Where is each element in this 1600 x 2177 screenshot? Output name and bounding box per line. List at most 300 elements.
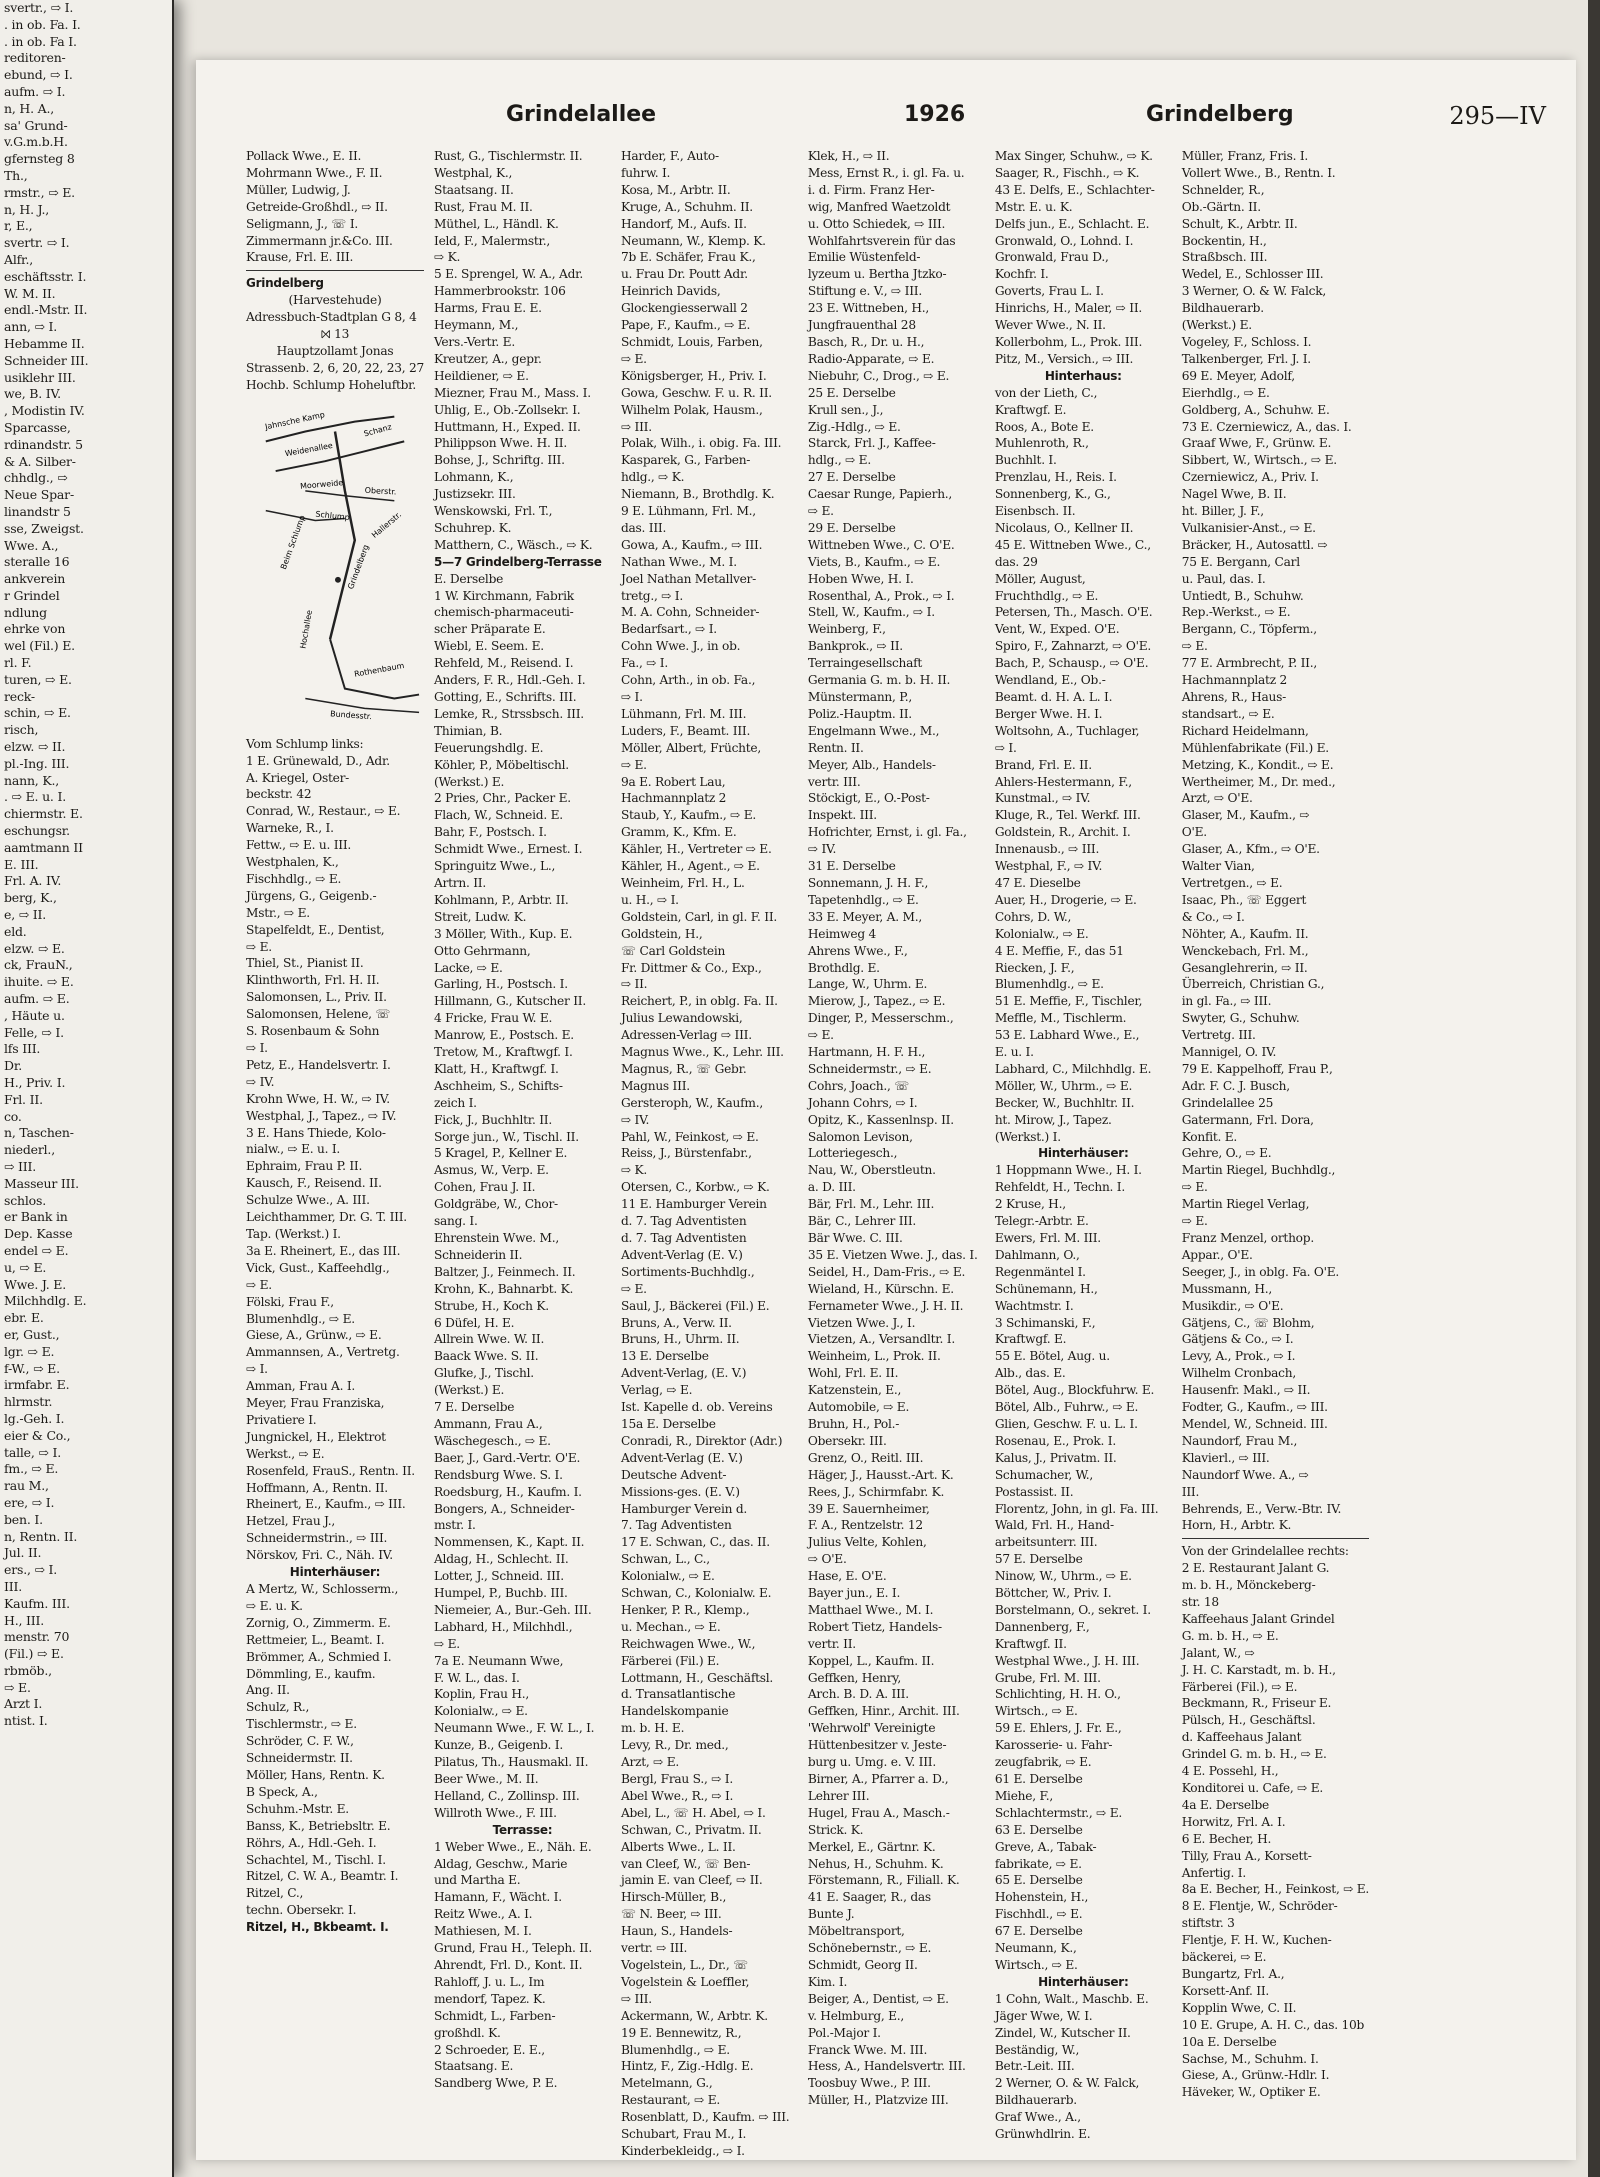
directory-entry: Humpel, P., Buchb. III. xyxy=(434,1586,568,1601)
directory-entry: Telegr.-Arbtr. E. xyxy=(994,1214,1089,1229)
directory-entry: 35 E. Vietzen Wwe. J., das. I. xyxy=(807,1247,978,1262)
directory-entry: Rahloff, J. u. L., Im xyxy=(434,1974,545,1989)
directory-entry: Nöhter, A., Kaufm. II. xyxy=(1181,926,1309,941)
directory-entry: Hamburger Verein d. xyxy=(620,1501,748,1516)
directory-entry: scher Präparate E. xyxy=(434,622,546,637)
directory-entry: zeich I. xyxy=(434,1095,477,1110)
gutter-line: elzw. ⇨ II. xyxy=(4,739,66,755)
directory-entry: 2 Kruse, H., xyxy=(994,1197,1066,1212)
directory-entry: Grindel G. m. b. H., ⇨ E. xyxy=(1181,1747,1327,1762)
directory-entry: Pilatus, Th., Hausmakl. II. xyxy=(434,1755,589,1770)
gutter-line: linandstr 5 xyxy=(4,503,71,519)
directory-entry: Kolonialw., ⇨ E. xyxy=(620,1569,715,1584)
directory-entry: Tischlermstr., ⇨ E. xyxy=(246,1717,357,1732)
directory-entry: Schwan, L., C., xyxy=(620,1552,710,1567)
directory-entry: ht. Mirow, J., Tapez. xyxy=(994,1112,1112,1127)
directory-entry: Nehus, H., Schuhm. K. xyxy=(807,1856,944,1871)
directory-entry: Schneidermstr., ⇨ E. xyxy=(807,1061,932,1076)
directory-entry: Köhler, P., Möbeltischl. xyxy=(434,757,569,772)
directory-entry: 10a E. Derselbe xyxy=(1181,2034,1277,2049)
directory-entry: Arzt, ⇨ E. xyxy=(620,1755,679,1770)
directory-entry: A Mertz, W., Schlosserm., xyxy=(246,1582,399,1596)
gutter-line: n, Taschen- xyxy=(4,1125,74,1141)
directory-entry: Bunte J. xyxy=(807,1907,855,1922)
directory-entry: Basch, R., Dr. u. H., xyxy=(807,334,925,349)
directory-entry: 4 E. Possehl, H., xyxy=(1181,1764,1279,1779)
directory-entry: Borstelmann, O., sekret. I. xyxy=(994,1602,1151,1617)
directory-entry: 27 E. Derselbe xyxy=(807,470,896,485)
directory-entry: Vogelstein, L., Dr., ☏ xyxy=(620,1957,749,1972)
directory-entry: Schumacher, W., xyxy=(994,1467,1094,1482)
directory-entry: Pape, F., Kaufm., ⇨ E. xyxy=(620,318,751,333)
directory-entry: Schünemann, H., xyxy=(994,1281,1098,1296)
directory-entry: Warneke, R., I. xyxy=(246,821,334,836)
gutter-line: e, ⇨ II. xyxy=(4,907,47,923)
directory-entry: 53 E. Labhard Wwe., E., xyxy=(994,1028,1140,1043)
directory-entry: Niemann, B., Brothdlg. K. xyxy=(620,487,775,502)
directory-entry: Vogeley, F., Schloss. I. xyxy=(1181,334,1312,349)
directory-entry: Westphal, F., ⇨ IV. xyxy=(994,859,1103,874)
directory-entry: Geffken, Hinr., Archit. III. xyxy=(807,1704,960,1719)
directory-entry: Philippson Wwe. H. II. xyxy=(434,436,567,451)
directory-entry: Mstr., ⇨ E. xyxy=(246,905,310,920)
directory-entry: ⇨ II. xyxy=(620,977,648,992)
directory-entry: Ahrens, R., Haus- xyxy=(1181,690,1286,704)
directory-entry: Vent, W., Exped. O'E. xyxy=(994,622,1120,637)
book-edge xyxy=(1588,0,1600,2177)
directory-entry: Bergl, Frau S., ⇨ I. xyxy=(620,1772,733,1786)
directory-entry: Blumenhdlg., ⇨ E. xyxy=(994,977,1104,992)
directory-entry: ☏ Carl Goldstein xyxy=(620,943,726,958)
directory-entry: Meyer, Frau Franziska, xyxy=(246,1396,385,1411)
directory-entry: Nathan Wwe., M. I. xyxy=(620,554,737,569)
directory-entry: d. 7. Tag Adventisten xyxy=(620,1214,747,1229)
directory-entry: Schubart, Frau M., I. xyxy=(620,2127,747,2142)
directory-entry: Gätjens, C., ☏ Blohm, xyxy=(1181,1315,1315,1330)
directory-entry: m. b. H., Mönckeberg- xyxy=(1181,1578,1316,1593)
directory-entry: mstr. I. xyxy=(434,1518,476,1533)
directory-entry: Konfit. E. xyxy=(1181,1129,1238,1144)
directory-entry: u. Otto Schiedek, ⇨ III. xyxy=(807,216,946,231)
gutter-line: fm., ⇨ E. xyxy=(4,1461,59,1477)
directory-entry: vertr. III. xyxy=(807,774,861,789)
directory-column-3 xyxy=(621,148,798,2160)
directory-entry: Bär Wwe. C. III. xyxy=(807,1231,903,1245)
directory-entry: Wachtmstr. I. xyxy=(994,1298,1074,1313)
gutter-line: ck, FrauN., xyxy=(4,957,73,973)
directory-entry: Aldag, Geschw., Marie xyxy=(434,1856,568,1871)
directory-entry: Wilhelm Cronbach, xyxy=(1181,1366,1296,1381)
directory-entry: ⇨ E. xyxy=(1181,1214,1208,1229)
directory-entry: beckstr. 42 xyxy=(246,787,312,802)
directory-entry: Toosbuy Wwe., P. III. xyxy=(807,2076,931,2091)
directory-entry: Pahl, W., Feinkost, ⇨ E. xyxy=(620,1129,759,1144)
directory-entry: Dömmling, E., kaufm. xyxy=(246,1666,376,1681)
directory-entry: 45 E. Wittneben Wwe., C., xyxy=(994,537,1151,552)
directory-entry: van Cleef, W., ☏ Ben- xyxy=(620,1856,751,1871)
directory-entry: Müller, Franz, Fris. I. xyxy=(1181,149,1309,163)
gutter-line: steralle 16 xyxy=(4,554,70,570)
directory-entry: Anfertig. I. xyxy=(1181,1865,1246,1880)
directory-entry: Delfs jun., E., Schlacht. E. xyxy=(994,216,1150,231)
gutter-line: menstr. 70 xyxy=(4,1629,70,1645)
directory-entry: Beiger, A., Dentist, ⇨ E. xyxy=(807,1991,949,2006)
gutter-line: eschungsr. xyxy=(4,823,70,839)
directory-entry: 2 Schroeder, E. E., xyxy=(434,2042,545,2057)
directory-entry: 3 Werner, O. & W. Falck, xyxy=(1181,284,1327,299)
directory-entry: Greve, A., Tabak- xyxy=(994,1839,1097,1854)
directory-entry: Jürgens, G., Geigenb.- xyxy=(246,888,377,903)
directory-entry: (Werkst.) E. xyxy=(434,1383,505,1398)
directory-entry: Gersteroph, W., Kaufm., xyxy=(620,1095,763,1110)
directory-entry: Becker, W., Buchhltr. II. xyxy=(994,1095,1135,1110)
directory-entry: Hugel, Frau A., Masch.- xyxy=(807,1805,950,1820)
directory-entry: von der Lieth, C., xyxy=(994,385,1098,400)
directory-entry: Miezner, Frau M., Mass. I. xyxy=(434,385,591,400)
directory-entry: bäckerei, ⇨ E. xyxy=(1181,1950,1267,1965)
directory-entry: Lotteriegesch., xyxy=(807,1146,898,1161)
directory-entry: Vick, Gust., Kaffeehdlg., xyxy=(246,1260,390,1275)
directory-entry: Matthael Wwe., M. I. xyxy=(807,1602,934,1617)
directory-entry: Bötel, Aug., Blockfuhrw. E. xyxy=(994,1383,1155,1398)
directory-entry: S. Rosenbaum & Sohn xyxy=(246,1024,380,1039)
directory-entry: Kinderbekleidg., ⇨ I. xyxy=(620,2143,745,2158)
directory-entry: Graaf Wwe, F., Grünw. E. xyxy=(1181,436,1332,451)
directory-entry: ⇨ E. xyxy=(620,1281,647,1296)
gutter-line: ankverein xyxy=(4,571,66,587)
directory-entry: m. b. H. E. xyxy=(620,1721,685,1736)
gutter-line: rmstr., ⇨ E. xyxy=(4,184,75,200)
directory-entry: Zornig, O., Zimmerm. E. xyxy=(246,1615,391,1630)
directory-entry: Lehrer III. xyxy=(807,1788,870,1803)
directory-entry: stiftstr. 3 xyxy=(1181,1916,1235,1931)
directory-entry: Schmidt, L., Farben- xyxy=(434,2008,556,2023)
directory-entry: Kalus, J., Privatm. II. xyxy=(994,1450,1117,1465)
directory-entry: Ritzel, C., xyxy=(246,1886,304,1901)
directory-entry: Swyter, G., Schuhw. xyxy=(1181,1011,1300,1026)
gutter-line: ann, ⇨ I. xyxy=(4,319,58,335)
directory-entry: 41 E. Saager, R., das xyxy=(807,1890,931,1905)
directory-entry: hdlg., ⇨ K. xyxy=(620,470,685,485)
directory-entry: Gronwald, O., Lohnd. I. xyxy=(994,233,1134,248)
directory-entry: Harder, F., Auto- xyxy=(620,149,719,163)
directory-entry: 7b E. Schäfer, Frau K., xyxy=(620,250,756,265)
directory-entry: Lemke, R., Strssbsch. III. xyxy=(434,706,584,721)
directory-entry: Krohn Wwe, H. W., ⇨ IV. xyxy=(246,1091,390,1106)
gutter-line: , Modistin IV. xyxy=(4,403,85,419)
directory-entry: Ahrendt, Frl. D., Kont. II. xyxy=(434,1957,583,1972)
gutter-line: Frl. II. xyxy=(4,1091,43,1107)
directory-entry: Kraftwgf. II. xyxy=(994,1636,1067,1651)
directory-entry: Johann Cohrs, ⇨ I. xyxy=(807,1095,918,1110)
directory-entry: ⇨ E. xyxy=(620,351,647,366)
gutter-line: er, Gust., xyxy=(4,1326,60,1342)
directory-entry: Neumann Wwe., F. W. L., I. xyxy=(434,1721,595,1736)
directory-entry: Sorge jun., W., Tischl. II. xyxy=(434,1129,579,1144)
directory-entry: Kausch, F., Reisend. II. xyxy=(246,1176,382,1191)
directory-entry: Hüttenbesitzer v. Jeste- xyxy=(807,1738,947,1753)
directory-entry: O'E. xyxy=(1181,825,1207,840)
gutter-line: reditoren- xyxy=(4,50,66,66)
directory-entry: nialw., ⇨ E. u. I. xyxy=(246,1142,341,1157)
directory-entry: Vertretg. III. xyxy=(1181,1028,1256,1043)
gutter-line: elzw. ⇨ E. xyxy=(4,940,65,956)
directory-entry: Schlachtermstr., ⇨ E. xyxy=(994,1805,1123,1820)
directory-entry: Wirtsch., ⇨ E. xyxy=(994,1957,1078,1972)
directory-entry: E. Derselbe xyxy=(434,571,504,586)
directory-entry: Förstemann, R., Filiall. K. xyxy=(807,1873,960,1888)
directory-entry: Sonnemann, J. H. F., xyxy=(807,875,929,890)
directory-entry: Gehre, O., ⇨ E. xyxy=(1181,1146,1272,1161)
directory-entry: Mathiesen, M. I. xyxy=(434,1924,532,1939)
directory-entry: ⇨ E. xyxy=(246,939,272,954)
directory-entry: Opitz, K., Kassenlnsp. II. xyxy=(807,1112,954,1127)
directory-entry: Arch. B. D. A. III. xyxy=(807,1687,909,1702)
directory-entry: Regenmäntel I. xyxy=(994,1264,1086,1279)
directory-entry: & Co., ⇨ I. xyxy=(1181,909,1245,924)
directory-entry: Joel Nathan Metallver- xyxy=(620,571,757,586)
directory-entry: Hoffmann, A., Rentn. II. xyxy=(246,1480,388,1495)
directory-entry: Rust, Frau M. II. xyxy=(434,199,533,214)
map-street-label: Rothenbaum xyxy=(353,660,405,679)
directory-entry: Hauptzollamt Jonas xyxy=(276,343,394,358)
directory-entry: 7. Tag Adventisten xyxy=(620,1518,732,1533)
directory-entry: Klavierl., ⇨ III. xyxy=(1181,1450,1270,1465)
directory-entry: Advent-Verlag, (E. V.) xyxy=(620,1366,747,1381)
directory-entry: Wenckebach, Frl. M., xyxy=(1181,943,1309,958)
directory-entry: Salomon Levison, xyxy=(807,1129,913,1144)
directory-entry: 1 Hoppmann Wwe., H. I. xyxy=(994,1163,1142,1178)
directory-entry: standsart., ⇨ E. xyxy=(1181,706,1275,721)
gutter-line: co. xyxy=(4,1108,22,1124)
gutter-line: schin, ⇨ E. xyxy=(4,705,71,721)
directory-entry: Schuhm.-Mstr. E. xyxy=(246,1801,349,1816)
directory-entry: Rendsburg Wwe. S. I. xyxy=(434,1467,563,1482)
directory-entry: Rust, G., Tischlermstr. II. xyxy=(434,149,583,163)
gutter-line: hlrmstr. xyxy=(4,1394,53,1410)
directory-entry: Glockengiesserwall 2 xyxy=(620,301,748,316)
directory-entry: Harms, Frau E. E. xyxy=(434,301,542,316)
gutter-line: ⇨ III. xyxy=(4,1158,37,1174)
directory-entry: Ninow, W., Uhrm., ⇨ E. xyxy=(994,1569,1132,1584)
gutter-line: & A. Silber- xyxy=(4,453,76,469)
directory-entry: u. Frau Dr. Poutt Adr. xyxy=(620,267,748,282)
directory-entry: 57 E. Derselbe xyxy=(994,1552,1083,1567)
directory-entry: u. Mechan., ⇨ E. xyxy=(620,1619,721,1634)
directory-entry: Karosserie- u. Fahr- xyxy=(994,1738,1113,1753)
directory-entry: Wilhelm Polak, Hausm., xyxy=(620,402,763,417)
section-heading: Ritzel, H., Bkbeamt. I. xyxy=(246,1920,389,1935)
directory-entry: Schmidt Wwe., Ernest. I. xyxy=(434,842,583,857)
directory-entry: Auer, H., Drogerie, ⇨ E. xyxy=(994,892,1137,907)
directory-entry: ⇨ I. xyxy=(246,1041,268,1055)
directory-entry: Amman, Frau A. I. xyxy=(246,1379,356,1394)
gutter-line: chiermstr. E. xyxy=(4,806,83,822)
directory-entry: Heinrich Davids, xyxy=(620,284,721,299)
directory-entry: Naundorf Wwe. A., ⇨ xyxy=(1181,1467,1309,1482)
directory-entry: Beständig, W., xyxy=(994,2042,1080,2057)
directory-entry: ⇨ IV. xyxy=(246,1074,275,1089)
directory-entry: Blumenhdlg., ⇨ E. xyxy=(620,2042,730,2057)
directory-entry: Mussmann, H., xyxy=(1181,1281,1272,1296)
directory-entry: Innenausb., ⇨ III. xyxy=(994,842,1100,857)
section-heading: Hinterhaus: xyxy=(1044,368,1122,383)
gutter-line: endl.-Mstr. II. xyxy=(4,302,88,318)
directory-entry: Klatt, H., Kraftwgf. I. xyxy=(434,1061,559,1076)
gutter-line: endel ⇨ E. xyxy=(4,1242,69,1258)
directory-entry: Bräcker, H., Autosattl. ⇨ xyxy=(1181,537,1328,552)
directory-entry: Werkst., ⇨ E. xyxy=(246,1446,325,1461)
directory-entry: u. Paul, das. I. xyxy=(1181,571,1266,586)
directory-entry: Otto Gehrmann, xyxy=(434,943,531,958)
directory-entry: Gowa, A., Kaufm., ⇨ III. xyxy=(620,537,763,552)
gutter-line: rbmöb., xyxy=(4,1662,52,1678)
directory-entry: Asmus, W., Verp. E. xyxy=(434,1163,549,1178)
directory-entry: Bär, Frl. M., Lehr. III. xyxy=(807,1197,935,1212)
directory-entry: Kraftwgf. E. xyxy=(994,402,1067,417)
directory-entry: Eierhdlg., ⇨ E. xyxy=(1181,385,1270,400)
gutter-line: svertr., ⇨ I. xyxy=(4,0,74,15)
directory-entry: Advent-Verlag (E. V.) xyxy=(620,1247,743,1262)
directory-entry: ⇨ I. xyxy=(620,690,643,704)
directory-entry: Berger Wwe. H. I. xyxy=(994,706,1103,721)
directory-entry: Glufke, J., Tischl. xyxy=(434,1366,534,1381)
gutter-line: Masseur III. xyxy=(4,1175,79,1191)
directory-entry: ⇨ I. xyxy=(246,1362,268,1377)
directory-entry: Abel, L., ☏ H. Abel, ⇨ I. xyxy=(620,1805,766,1820)
directory-entry: Rentn. II. xyxy=(807,740,864,755)
directory-entry: Bötel, Alb., Fuhrw., ⇨ E. xyxy=(994,1400,1139,1415)
gutter-line: ebund, ⇨ I. xyxy=(4,67,73,83)
gutter-line: rl. F. xyxy=(4,655,32,671)
directory-entry: Walter Vian, xyxy=(1181,859,1255,874)
directory-entry: Schneidermstrin., ⇨ III. xyxy=(246,1531,388,1546)
map-street-label: Hallerstr. xyxy=(370,509,404,540)
directory-entry: (Werkst.) I. xyxy=(994,1129,1061,1144)
directory-entry: 69 E. Meyer, Adolf, xyxy=(1181,368,1295,383)
directory-entry: Rehfeld, M., Reisend. I. xyxy=(434,656,574,671)
directory-entry: ⇨ K. xyxy=(434,250,461,265)
gutter-line: berg, K., xyxy=(4,890,57,906)
directory-entry: Florentz, John, in gl. Fa. III. xyxy=(994,1501,1159,1516)
gutter-line: usiklehr III. xyxy=(4,369,76,385)
directory-entry: Justizsekr. III. xyxy=(434,487,516,502)
directory-entry: Wirtsch., ⇨ E. xyxy=(994,1704,1078,1719)
directory-entry: 19 E. Bennewitz, R., xyxy=(620,2025,742,2040)
directory-entry: Hetzel, Frau J., xyxy=(246,1514,335,1529)
directory-entry: Brömmer, A., Schmied I. xyxy=(246,1649,392,1664)
directory-entry: Wiebl, E. Seem. E. xyxy=(434,639,544,654)
directory-entry: Lottmann, H., Geschäftsl. xyxy=(620,1670,774,1685)
directory-entry: Reichwagen Wwe., W., xyxy=(620,1636,756,1651)
directory-entry: Krohn, K., Bahnarbt. K. xyxy=(434,1281,574,1296)
directory-entry: Franz Menzel, orthop. xyxy=(1181,1231,1314,1245)
directory-entry: Wenskowski, Frl. T., xyxy=(434,504,553,519)
directory-entry: Alberts Wwe., L. II. xyxy=(620,1839,736,1854)
directory-entry: Levy, A., Prok., ⇨ I. xyxy=(1181,1349,1296,1364)
directory-entry: Kopplin Wwe, C. II. xyxy=(1181,2000,1297,2015)
directory-entry: Vollert Wwe., B., Rentn. I. xyxy=(1181,165,1336,180)
directory-entry: 1 Cohn, Walt., Maschb. E. xyxy=(994,1991,1149,2006)
directory-entry: Gronwald, Frau D., xyxy=(994,250,1109,265)
directory-entry: Fischhdl., ⇨ E. xyxy=(994,1907,1083,1922)
directory-entry: Gramm, K., Kfm. E. xyxy=(620,825,737,840)
gutter-line: we, B. IV. xyxy=(4,386,61,402)
directory-entry: Grenz, O., Reitl. III. xyxy=(807,1450,924,1465)
gutter-line: ere, ⇨ I. xyxy=(4,1494,55,1510)
directory-entry: Kolonialw., ⇨ E. xyxy=(994,926,1089,941)
gutter-line: ndlung xyxy=(4,604,47,620)
gutter-line: n, H. J., xyxy=(4,201,50,217)
directory-entry: Lühmann, Frl. M. III. xyxy=(620,706,747,721)
gutter-line: r, E., xyxy=(4,218,33,234)
directory-entry: Ackermann, W., Arbtr. K. xyxy=(620,2008,768,2023)
directory-entry: Advent-Verlag (E. V.) xyxy=(620,1450,743,1465)
directory-entry: Ewers, Frl. M. III. xyxy=(994,1231,1101,1245)
directory-entry: ⨝ 13 xyxy=(320,327,350,342)
directory-entry: Vietzen Wwe. J., I. xyxy=(807,1315,916,1330)
directory-entry: Huttmann, H., Exped. II. xyxy=(434,419,581,434)
directory-entry: Krull sen., J., xyxy=(807,402,884,417)
directory-entry: Untiedt, B., Schuhw. xyxy=(1181,588,1304,603)
directory-entry: Buchhlt. I. xyxy=(994,453,1057,468)
gutter-line: lg.-Geh. I. xyxy=(4,1410,65,1426)
directory-entry: F. A., Rentzelstr. 12 xyxy=(807,1518,923,1533)
directory-entry: Grindelallee 25 xyxy=(1181,1095,1274,1110)
directory-entry: 55 E. Bötel, Aug. u. xyxy=(994,1349,1110,1364)
directory-entry: Otersen, C., Korbw., ⇨ K. xyxy=(620,1180,770,1195)
directory-entry: Schachtel, M., Tischl. I. xyxy=(246,1852,386,1867)
directory-entry: Koplin, Frau H., xyxy=(434,1687,529,1702)
gutter-line: schlos. xyxy=(4,1192,46,1208)
directory-entry: Privatiere I. xyxy=(246,1412,317,1427)
directory-entry: Rosenblatt, D., Kaufm. ⇨ III. xyxy=(620,2110,790,2125)
section-rule xyxy=(246,270,424,271)
directory-entry: Seeger, J., in oblg. Fa. O'E. xyxy=(1181,1264,1340,1279)
gutter-line: ehrke von xyxy=(4,621,66,637)
directory-entry: 1 Weber Wwe., E., Näh. E. xyxy=(434,1839,592,1854)
directory-entry: 9 E. Lühmann, Frl. M., xyxy=(620,504,756,519)
directory-entry: Bär, C., Lehrer III. xyxy=(807,1214,917,1229)
directory-entry: ht. Biller, J. F., xyxy=(1181,504,1264,519)
gutter-line: sse, Zweigst. xyxy=(4,520,84,536)
gutter-line: lfs III. xyxy=(4,1041,41,1057)
directory-entry: Hirsch-Müller, B., xyxy=(620,1890,727,1905)
directory-entry: Rees, J., Schirmfabr. K. xyxy=(807,1484,945,1499)
directory-entry: Färberei (Fil.), ⇨ E. xyxy=(1181,1679,1298,1694)
gutter-line: Dr. xyxy=(4,1058,22,1074)
directory-entry: Dahlmann, O., xyxy=(994,1247,1080,1262)
directory-entry: Bungartz, Frl. A., xyxy=(1181,1966,1285,1981)
directory-entry: Röhrs, A., Hdl.-Geh. I. xyxy=(246,1835,377,1850)
directory-entry: 75 E. Bergann, Carl xyxy=(1181,554,1300,569)
gutter-line: W. M. II. xyxy=(4,285,56,301)
directory-entry: Kosa, M., Arbtr. II. xyxy=(620,182,731,197)
directory-entry: Fettw., ⇨ E. u. III. xyxy=(246,838,352,853)
directory-entry: ⇨ E. xyxy=(246,1277,272,1292)
header-year: 1926 xyxy=(904,102,966,127)
directory-entry: 31 E. Derselbe xyxy=(807,859,896,874)
directory-entry: Müller, H., Platzvize III. xyxy=(807,2093,949,2108)
directory-entry: Pülsch, H., Geschäftsl. xyxy=(1181,1713,1316,1728)
directory-entry: Fr. Dittmer & Co., Exp., xyxy=(620,960,762,975)
directory-entry: Saul, J., Bäckerei (Fil.) E. xyxy=(620,1298,770,1313)
directory-entry: Helland, C., Zollinsp. III. xyxy=(434,1788,580,1803)
gutter-line: risch, xyxy=(4,722,39,738)
directory-entry: Wittneben Wwe., C. O'E. xyxy=(807,537,955,552)
directory-entry: Klek, H., ⇨ II. xyxy=(807,149,890,163)
directory-entry: Neumann, W., Klemp. K. xyxy=(620,233,766,248)
